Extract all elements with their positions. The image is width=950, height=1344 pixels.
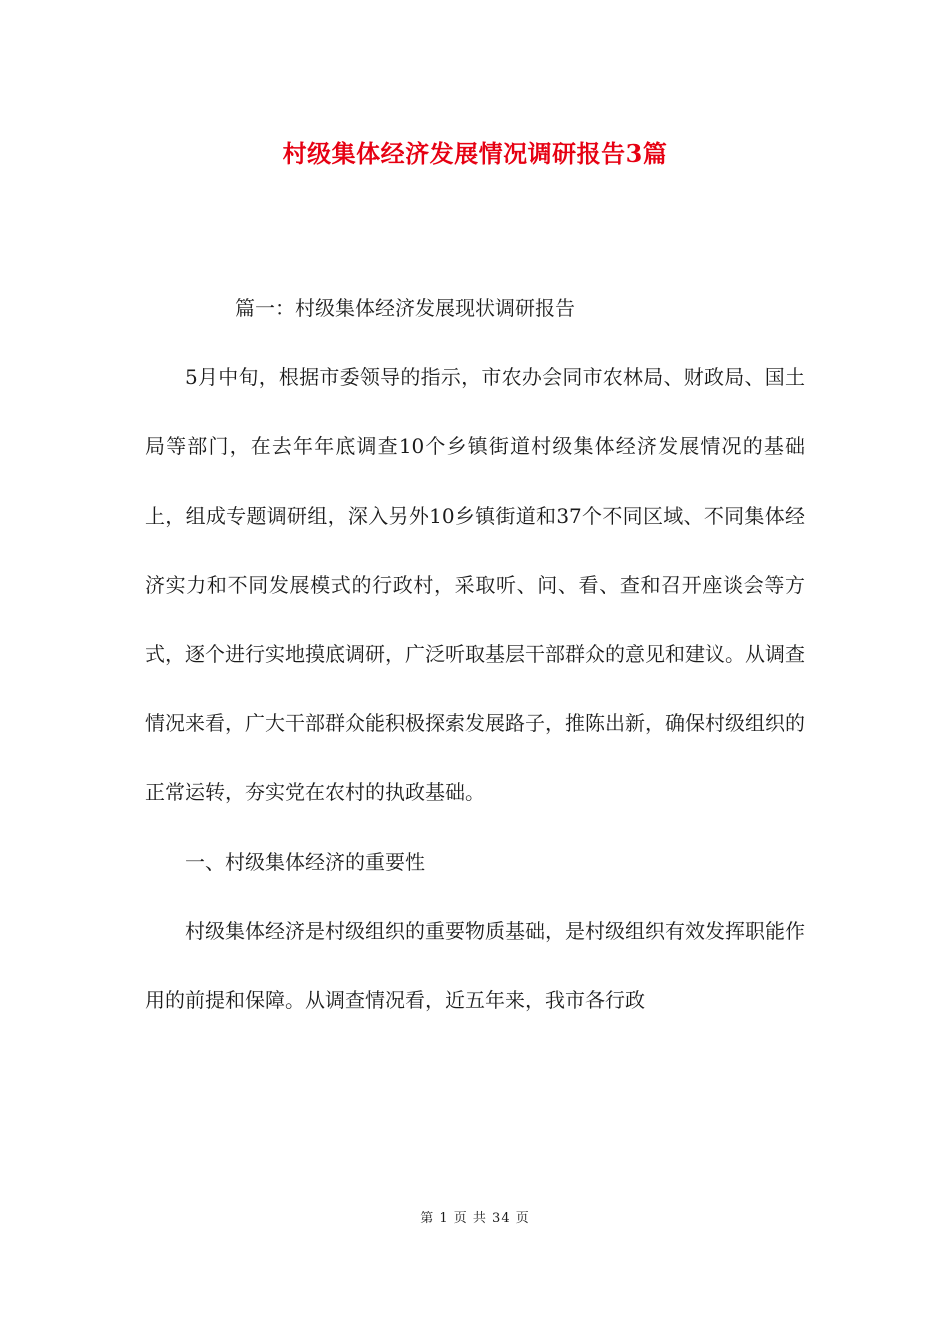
body-paragraph: 村级集体经济是村级组织的重要物质基础，是村级组织有效发挥职能作用的前提和保障。从调查情况看，近五年来，我市各行政 [145,918,805,1013]
body-paragraph: 5月中旬，根据市委领导的指示，市农办会同市农林局、财政局、国土局等部门，在去年年底调查10个乡镇街道村级集体经济发展情况的基础上，组成专题调研组，深入另外10乡镇街道和37个不同区域、不同集体经济实力和不同发展模式的行政村，采取听、问、看、查和召开座谈会等方式，逐个进行实地摸底调研，广泛听取基层干部群众的意见和建议。从调查情况来看，广大干部群众能积极探索发展路子，推陈出新，确保村级组织的正常运转，夯实党在农村的执政基础。 [145,365,805,805]
page-footer [0,1210,950,1228]
section-heading: 篇一：村级集体经济发展现状调研报告 [235,296,575,320]
page-number-label: 第 1 页 共 34 页 [420,1211,530,1226]
document-title: 村级集体经济发展情况调研报告3篇 [282,139,668,168]
document-body [145,274,805,1035]
section-heading: 一、村级集体经济的重要性 [185,849,425,874]
